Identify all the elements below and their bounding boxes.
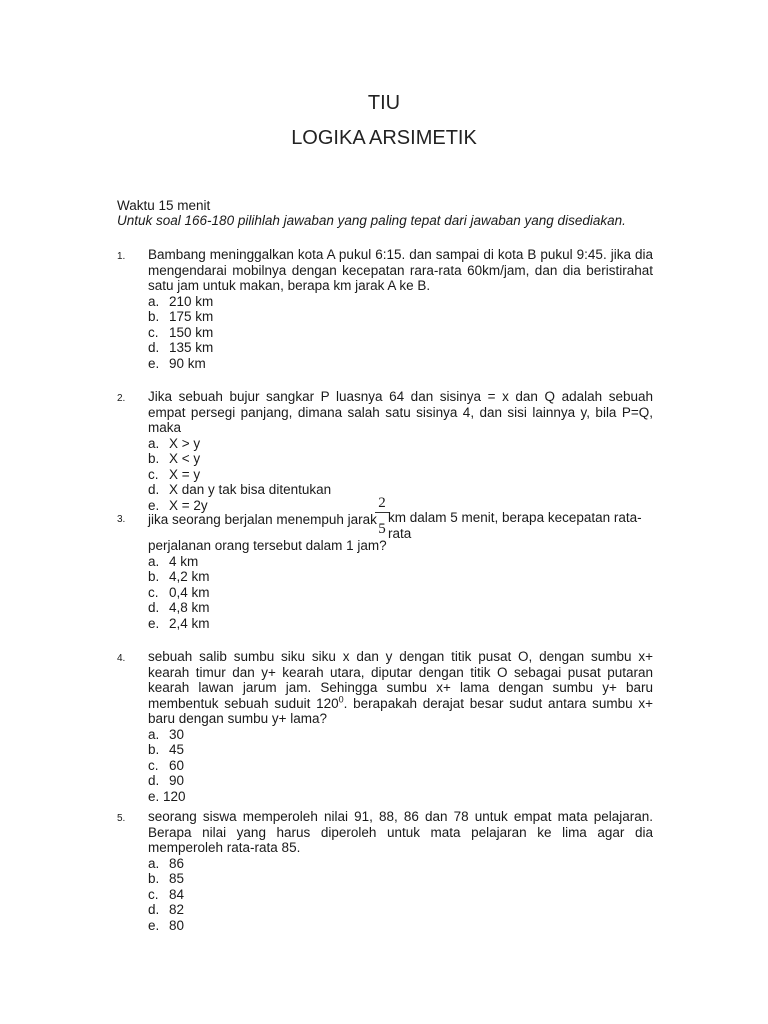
- option-letter: a.: [148, 855, 160, 871]
- option-text: 86: [169, 855, 185, 871]
- options-list: [148, 294, 653, 372]
- option: [148, 902, 653, 918]
- option: [148, 887, 653, 903]
- option: [148, 727, 653, 743]
- option: [148, 616, 653, 632]
- options-list: [148, 436, 653, 514]
- option-letter: a.: [148, 553, 160, 569]
- option-letter: e.: [148, 917, 160, 933]
- option: [148, 294, 653, 310]
- option: [148, 482, 653, 498]
- question-text-part: sebuah salib sumbu siku siku x dan y dengan titik pusat O, dengan sumbu x+ kearah timur dan y+ kearah utara, diputar dengan titik O sebagai pusat putaran kearah lawan jarum jam. Sehingga sumbu x+ lama dengan sumbu y+ baru membentuk sebuah suduit 120: [148, 649, 653, 711]
- option-letter: c.: [148, 324, 159, 340]
- option: [148, 340, 653, 356]
- option: [148, 758, 653, 774]
- option-text: 150 km: [169, 324, 214, 340]
- question-text: seorang siswa memperoleh nilai 91, 88, 86 dan 78 untuk empat mata pelajaran. Berapa nilai yang harus diperoleh untuk mata pelajaran ke lima agar dia memperoleh rata-rata 85.: [148, 809, 653, 855]
- page-subtitle: LOGIKA ARSIMETIK: [291, 127, 477, 149]
- question-text: [148, 649, 653, 727]
- fraction-numerator: 2: [375, 494, 389, 513]
- instructions: Untuk soal 166-180 pilihlah jawaban yang paling tepat dari jawaban yang disediakan.: [117, 213, 626, 228]
- option-letter: b.: [148, 569, 160, 584]
- option: [148, 773, 653, 789]
- option-text: 135 km: [169, 340, 214, 355]
- question-text: Jika sebuah bujur sangkar P luasnya 64 dan sisinya = x dan Q adalah sebuah empat persegi panjang, dimana salah satu sisinya 4, dan sisi lainnya y, bila P=Q, maka: [148, 389, 653, 435]
- option: [148, 742, 653, 758]
- option-text: 4 km: [169, 553, 199, 569]
- option-letter: d.: [148, 340, 160, 355]
- option-letter: e.: [148, 497, 160, 513]
- option: [148, 467, 653, 483]
- question-text: Bambang meninggalkan kota A pukul 6:15. dan sampai di kota B pukul 9:45. jika dia mengendarai mobilnya dengan kecepatan rara-rata 60km/jam, dan dia beristirahat satu jam untuk makan, berapa km jarak A ke B.: [148, 247, 653, 293]
- option-text: 60: [169, 757, 185, 773]
- question-1: [117, 247, 653, 371]
- option: [148, 856, 653, 872]
- option-letter: c.: [148, 886, 159, 902]
- option: [148, 585, 653, 601]
- option-text: 90: [169, 773, 185, 788]
- option-text: 90 km: [169, 355, 206, 371]
- option-letter: a.: [148, 726, 160, 742]
- option-letter: b.: [148, 451, 160, 466]
- option: [148, 600, 653, 616]
- option-text: X = y: [169, 466, 201, 482]
- option-letter: a.: [148, 435, 160, 451]
- option-letter: e.: [148, 615, 160, 631]
- fraction: [375, 494, 389, 538]
- option-letter: b.: [148, 742, 160, 757]
- question-text: jika seorang berjalan menempuh jarak: [148, 512, 377, 527]
- option-text: 175 km: [169, 309, 214, 324]
- option-text: 4,8 km: [169, 600, 210, 615]
- option-text: 85: [169, 871, 185, 886]
- option-letter: d.: [148, 600, 160, 615]
- option: [148, 325, 653, 341]
- option-text: X < y: [169, 451, 201, 466]
- option-letter: e.: [148, 355, 160, 371]
- option: [148, 554, 653, 570]
- question-number: 3.: [117, 514, 126, 525]
- options-list: [148, 856, 653, 934]
- option-letter: c.: [148, 466, 159, 482]
- question-4: [117, 649, 653, 804]
- question-text: perjalanan orang tersebut dalam 1 jam?: [148, 538, 387, 553]
- option-letter: c.: [148, 757, 159, 773]
- option-text: 45: [169, 742, 185, 757]
- options-list: [148, 554, 653, 632]
- page-title: TIU: [367, 92, 401, 114]
- option-text: 210 km: [169, 293, 214, 309]
- option-letter: b.: [148, 871, 160, 886]
- option-letter: c.: [148, 584, 159, 600]
- option-text: 30: [169, 726, 185, 742]
- question-text: km dalam 5 menit, berapa kecepatan rata-rata: [388, 510, 642, 541]
- option: [148, 451, 653, 467]
- option: [148, 871, 653, 887]
- option: [148, 356, 653, 372]
- option: [148, 436, 653, 452]
- time-limit: Waktu 15 menit: [117, 198, 211, 213]
- option-text: 84: [169, 886, 185, 902]
- option-text: 0,4 km: [169, 584, 210, 600]
- option-letter: d.: [148, 902, 160, 917]
- fraction-denominator: 5: [378, 521, 386, 537]
- option-letter: d.: [148, 482, 160, 497]
- option-letter: b.: [148, 309, 160, 324]
- question-number: 5.: [117, 813, 126, 824]
- question-number: 1.: [117, 251, 126, 262]
- question-number: 4.: [117, 653, 126, 664]
- option-text: 2,4 km: [169, 615, 210, 631]
- option-text: 80: [169, 917, 185, 933]
- option: e. 120: [148, 788, 186, 804]
- option-text: X > y: [169, 435, 201, 451]
- option: [148, 918, 653, 934]
- option-text: 4,2 km: [169, 569, 210, 584]
- options-list: [148, 727, 653, 805]
- question-number: 2.: [117, 393, 126, 404]
- degree-superscript: 0: [338, 694, 344, 704]
- option-letter: a.: [148, 293, 160, 309]
- option: [148, 569, 653, 585]
- option-text: 82: [169, 902, 185, 917]
- question-5: [117, 809, 653, 933]
- option-text: X = 2y: [169, 497, 208, 513]
- option-text: X dan y tak bisa ditentukan: [169, 482, 332, 497]
- option-letter: d.: [148, 773, 160, 788]
- option: [148, 309, 653, 325]
- question-text-part: . berapakah derajat besar sudut antara sumbu x+ baru dengan sumbu y+ lama?: [148, 695, 654, 726]
